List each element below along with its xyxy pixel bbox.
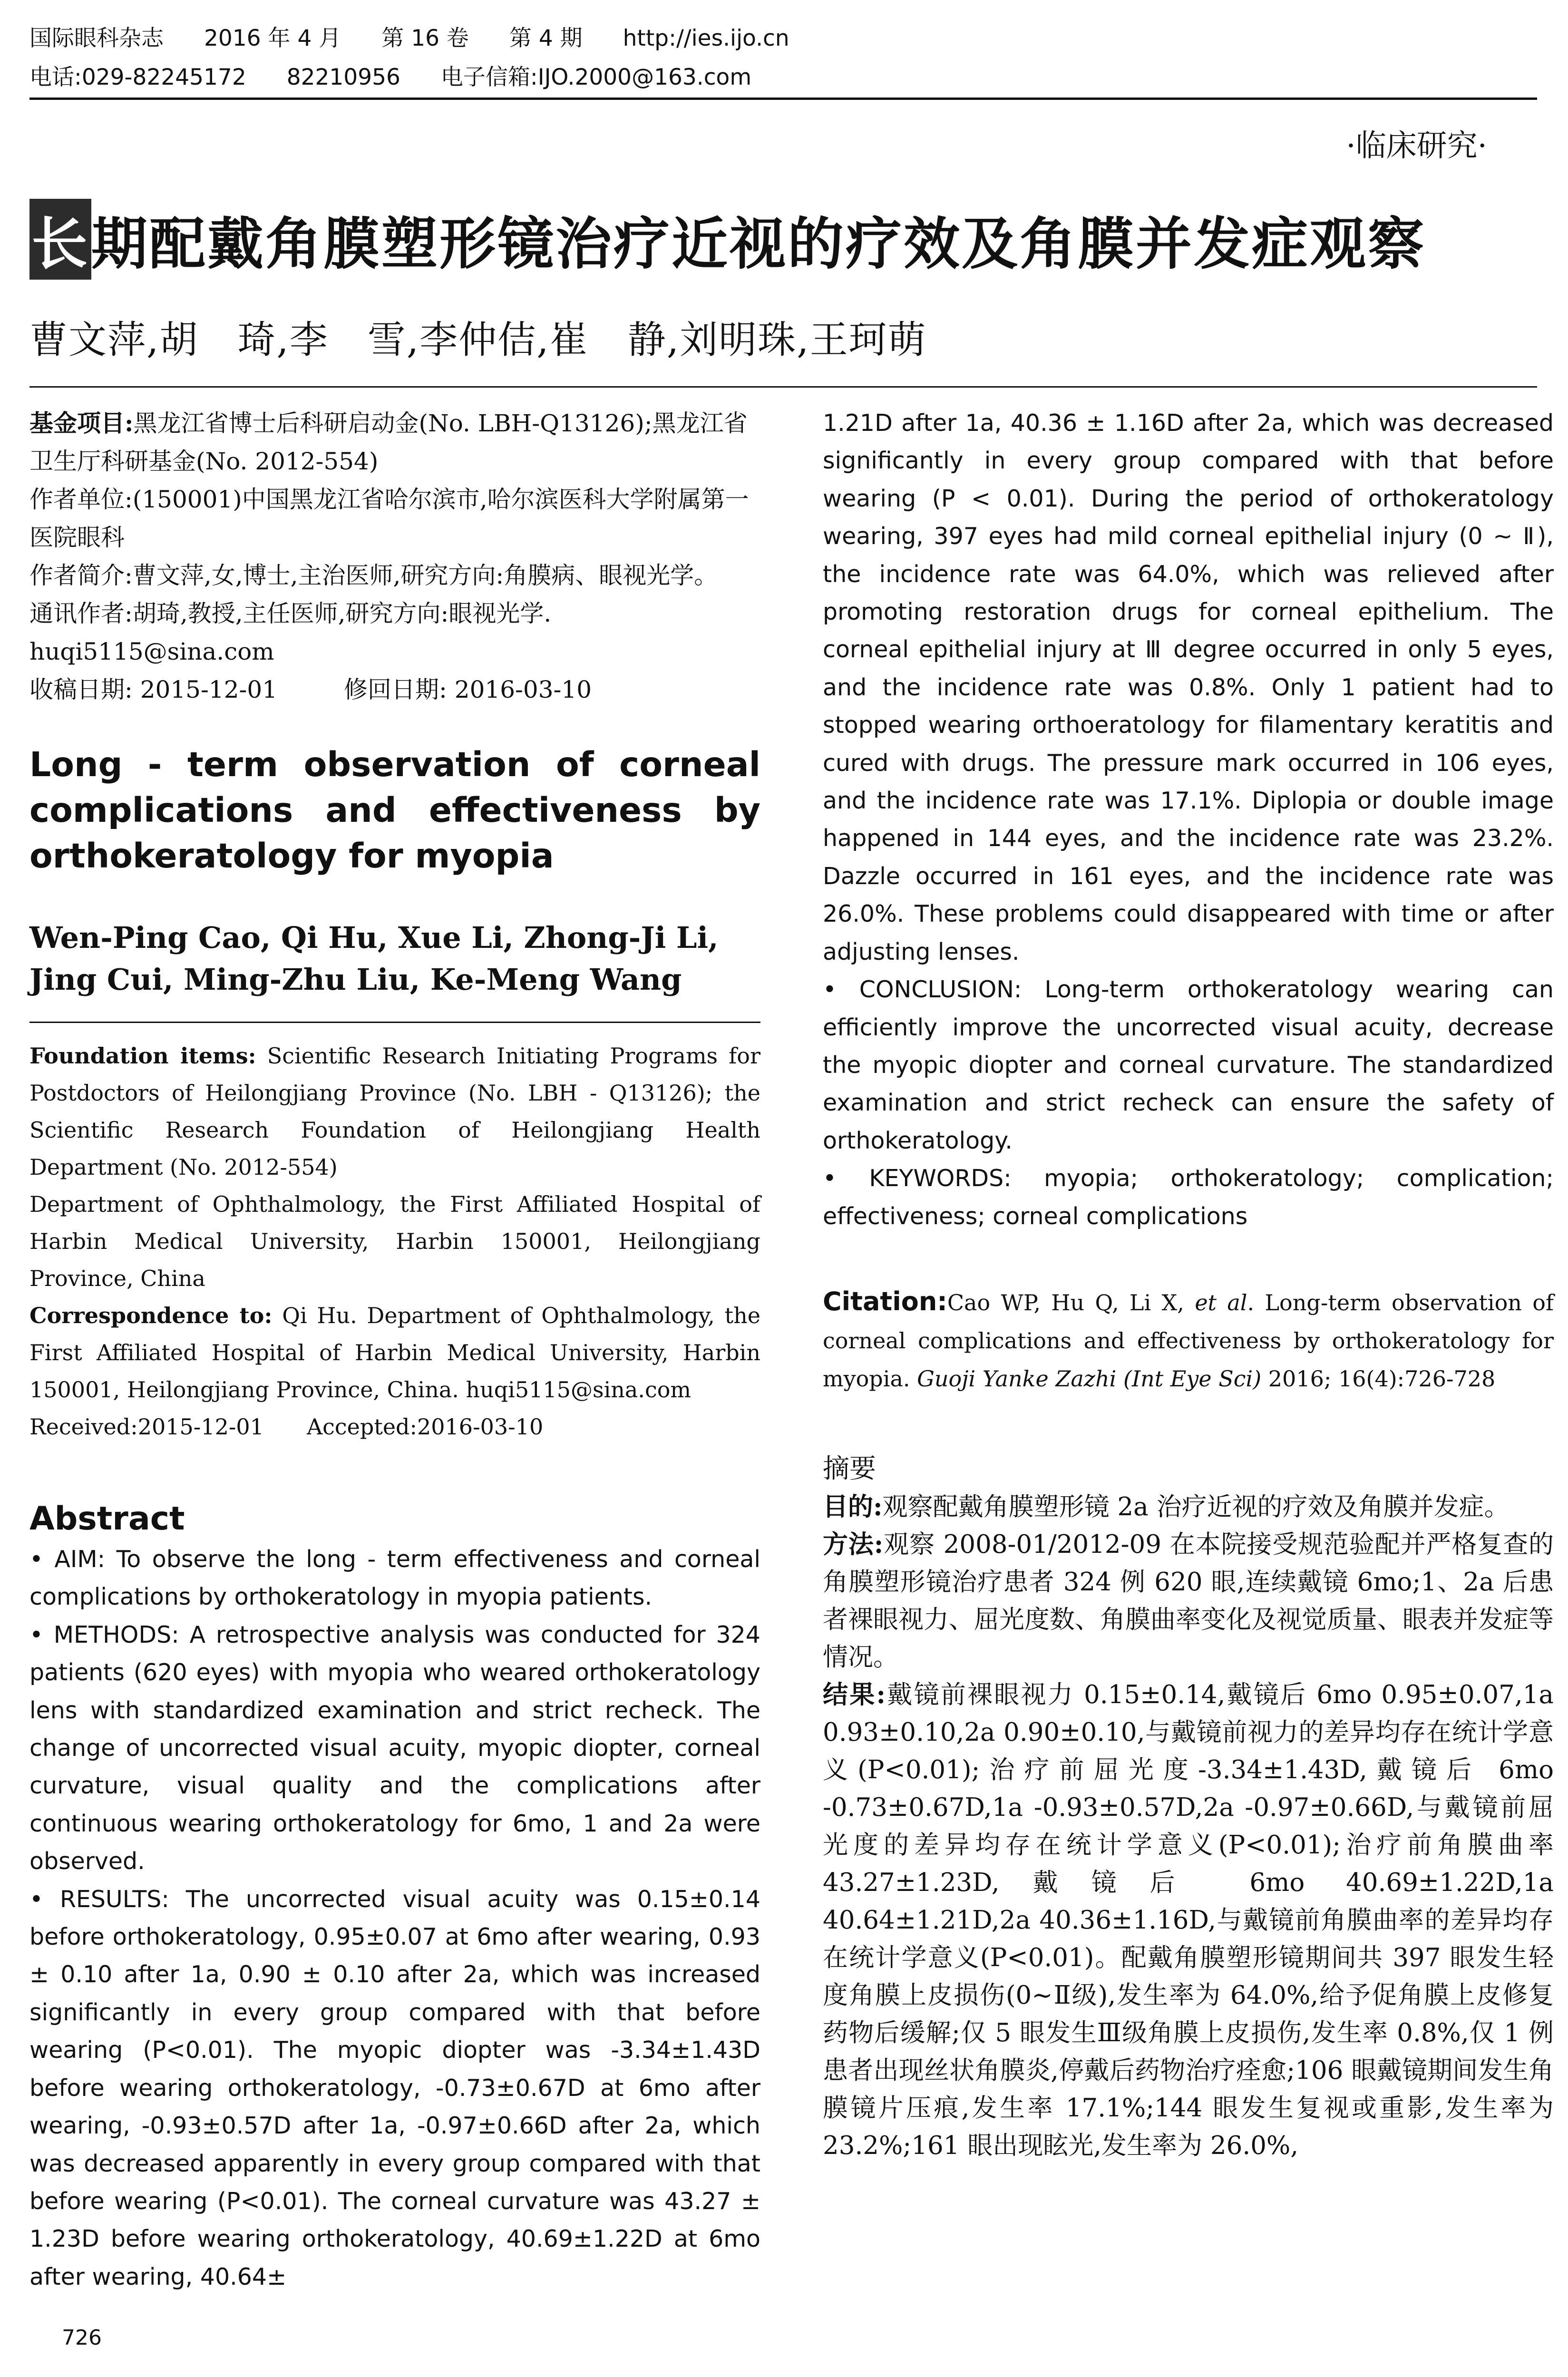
abstract-right bbox=[823, 404, 1554, 1235]
right-column bbox=[823, 404, 1554, 2164]
cn-corr-text: 胡琦,教授,主任医师,研究方向:眼视光学. huqi5115@sina.com bbox=[29, 600, 552, 665]
journal-name: 国际眼科杂志 bbox=[29, 25, 164, 51]
journal-phone: 电话:029-82245172 bbox=[29, 64, 246, 90]
cn-abstract-heading: 摘要 bbox=[823, 1453, 876, 1484]
journal-website[interactable]: http://ies.ijo.cn bbox=[623, 25, 789, 51]
journal-phone-2: 82210956 bbox=[286, 64, 400, 90]
cn-unit bbox=[29, 480, 760, 556]
citation-etal: et al bbox=[1195, 1289, 1247, 1315]
en-authors-divider bbox=[29, 1022, 760, 1023]
cn-abstract-results bbox=[823, 1676, 1554, 2164]
issue-number: 第 4 期 bbox=[509, 25, 583, 51]
cn-unit-label: 作者单位: bbox=[29, 486, 133, 513]
issue-date: 2016 年 4 月 bbox=[204, 25, 341, 51]
foundation-label: Foundation items: bbox=[29, 1043, 256, 1069]
cn-bio bbox=[29, 556, 760, 594]
cn-methods-label: 方法: bbox=[823, 1529, 884, 1559]
correspondence-text: Qi Hu. Department of Ophthalmology, the First Affiliated Hospital of Harbin Medical University, Harbin 150001, Heilongjiang Province, China. huqi5115@sina.com bbox=[29, 1303, 761, 1403]
correspondence-label: Correspondence to: bbox=[29, 1303, 273, 1328]
cn-methods-text: 观察 2008-01/2012-09 在本院接受规范验配并严格复查的角膜塑形镜治疗患者 324 例 620 眼,连续戴镜 6mo;1、2a 后患者裸眼视力、屈光度数、角膜曲率变化及视觉质量、眼表并发症等情况。 bbox=[823, 1529, 1554, 1672]
cn-unit-text: (150001)中国黑龙江省哈尔滨市,哈尔滨医科大学附属第一医院眼科 bbox=[29, 486, 749, 551]
header-divider bbox=[29, 97, 1537, 100]
cn-received: 收稿日期: 2015-12-01 bbox=[29, 676, 278, 703]
cn-revised: 修回日期: 2016-03-10 bbox=[344, 676, 592, 703]
cn-corr bbox=[29, 594, 760, 671]
cn-authors: 曹文萍,胡 琦,李 雪,李仲佶,崔 静,刘明珠,王珂萌 bbox=[29, 318, 927, 362]
journal-header-row-2 bbox=[29, 58, 1537, 97]
department: Department of Ophthalmology, the First Affiliated Hospital of Harbin Medical University, Harbin 150001, Heilongjiang Province, China bbox=[29, 1191, 760, 1291]
foundation-text: Scientific Research Initiating Programs for Postdoctors of Heilongjiang Province (No. LBH - Q13126); the Scientific Research Foundation of Heilongjiang Health Department (No. 2012-554) bbox=[29, 1043, 760, 1180]
cn-meta bbox=[29, 404, 760, 709]
foundation bbox=[29, 1037, 760, 1445]
abstract-results-part2: 1.21D after 1a, 40.36 ± 1.16D after 2a, which was decreased significantly in every group compared with that before wearing (P < 0.01). During the period of orthokeratology wearing, 397 eyes had mild corneal epithelial injury (0 ~ Ⅱ), the incidence rate was 64.0%, which was relieved after promoting restoration drugs for corneal epithelium. The corneal epithelial injury at Ⅲ degree occurred in only 5 eyes, and the incidence rate was 0.8%. Only 1 patient had to stopped wearing orthoeratology for filamentary keratitis and cured with drugs. The pressure mark occurred in 106 eyes, and the incidence rate was 17.1%. Diplopia or double image happened in 144 eyes, and the incidence rate was 23.2%. Dazzle occurred in 161 eyes, and the incidence rate was 26.0%. These problems could disappeared with time or after adjusting lenses. bbox=[823, 409, 1554, 965]
foundation-items bbox=[29, 1037, 760, 1186]
citation-ref: 2016; 16(4):726-728 bbox=[1268, 1365, 1496, 1392]
cn-corr-label: 通讯作者: bbox=[29, 600, 133, 627]
abstract-methods: • METHODS: A retrospective analysis was conducted for 324 patients (620 eyes) with myopia who weared orthokeratology lens with standardized examination and strict recheck. The change of uncorrected visual acuity, myopic diopter, corneal curvature, visual quality and the complications after continuous wearing orthokeratology for 6mo, 1 and 2a were observed. bbox=[29, 1621, 760, 1875]
en-received: Received:2015-12-01 bbox=[29, 1414, 264, 1440]
cn-dates bbox=[29, 671, 760, 709]
journal-header-row-1 bbox=[29, 19, 1537, 58]
cn-results-label: 结果: bbox=[823, 1679, 886, 1709]
citation-title: . Long-term observation of corneal complications and effectiveness by orthokeratology for myopia. bbox=[823, 1289, 1554, 1392]
page-number: 726 bbox=[62, 2326, 102, 2350]
abstract-aim: • AIM: To observe the long - term effectiveness and corneal complications by orthokeratology in myopia patients. bbox=[29, 1546, 760, 1611]
abstract-keywords: • KEYWORDS: myopia; orthokeratology; complication; effectiveness; corneal complications bbox=[823, 1165, 1554, 1230]
cn-abstract-aim bbox=[823, 1488, 1554, 1526]
abstract-conclusion: • CONCLUSION: Long-term orthokeratology wearing can efficiently improve the uncorrected visual acuity, decrease the myopic diopter and corneal curvature. The standardized examination and strict recheck can ensure the safety of orthokeratology. bbox=[823, 976, 1554, 1154]
en-title: Long - term observation of corneal complications and effectiveness by orthokeratology for myopia bbox=[29, 745, 760, 876]
cn-bio-label: 作者简介: bbox=[29, 562, 133, 589]
cn-title-rest: 期配戴角膜塑形镜治疗近视的疗效及角膜并发症观察 bbox=[91, 211, 1426, 277]
citation-authors: Cao WP, Hu Q, Li X, bbox=[947, 1289, 1184, 1315]
abstract-heading: Abstract bbox=[29, 1500, 185, 1538]
en-authors: Wen-Ping Cao, Qi Hu, Xue Li, Zhong-Ji Li, Jing Cui, Ming-Zhu Liu, Ke-Meng Wang bbox=[29, 920, 719, 997]
cn-results-text: 戴镜前裸眼视力 0.15±0.14,戴镜后 6mo 0.95±0.07,1a 0.93±0.10,2a 0.90±0.10,与戴镜前视力的差异均存在统计学意义(P<0.01);治疗前屈光度-3.34±1.43D,戴镜后 6mo -0.73±0.67D,1a -0.93±0.57D,2a -0.97±0.66D,与戴镜前屈光度的差异均存在统计学意义(P<0.01);治疗前角膜曲率 43.27±1.23D,戴镜后 6mo 40.69±1.22D,1a 40.64±1.21D,2a 40.36±1.16D,与戴镜前角膜曲率的差异均存在统计学意义(P<0.01)。配戴角膜塑形镜期间共 397 眼发生轻度角膜上皮损伤(0~Ⅱ级),发生率为 64.0%,给予促角膜上皮修复药物后缓解;仅 5 眼发生Ⅲ级角膜上皮损伤,发生率 0.8%,仅 1 例患者出现丝状角膜炎,停戴后药物治疗痊愈;106 眼戴镜期间发生角膜镜片压痕,发生率 17.1%;144 眼发生复视或重影,发生率为 23.2%;161 眼出现眩光,发生率为 26.0%, bbox=[823, 1680, 1554, 2160]
citation bbox=[823, 1283, 1554, 1398]
authors-divider bbox=[29, 386, 1537, 388]
cn-abstract-methods bbox=[823, 1526, 1554, 1676]
cn-fund-label: 基金项目: bbox=[29, 409, 134, 437]
cn-aim-label: 目的: bbox=[823, 1491, 883, 1521]
journal-header bbox=[29, 19, 1537, 97]
cn-title bbox=[29, 199, 1426, 280]
section-tag: ·临床研究· bbox=[1346, 128, 1487, 164]
journal-email[interactable]: 电子信箱:IJO.2000@163.com bbox=[440, 64, 752, 90]
cn-bio-text: 曹文萍,女,博士,主治医师,研究方向:角膜病、眼视光学。 bbox=[132, 562, 718, 589]
cn-fund-text: 黑龙江省博士后科研启动金(No. LBH-Q13126);黑龙江省卫生厅科研基金(No. 2012-554) bbox=[29, 409, 748, 475]
cn-abstract bbox=[823, 1488, 1554, 2164]
en-dates bbox=[29, 1408, 760, 1445]
cn-aim-text: 观察配戴角膜塑形镜 2a 治疗近视的疗效及角膜并发症。 bbox=[882, 1492, 1510, 1521]
abstract-results-part1: • RESULTS: The uncorrected visual acuity was 0.15±0.14 before orthokeratology, 0.95±0.07 at 6mo after wearing, 0.93 ± 0.10 after 1a, 0.90 ± 0.10 after 2a, which was increased significantly in every group compared with that before wearing (P<0.01). The myopic diopter was -3.34±1.43D before wearing orthokeratology, -0.73±0.67D at 6mo after wearing, -0.93±0.57D after 1a, -0.97±0.66D after 2a, which was decreased apparently in every group compared with that before wearing (P<0.01). The corneal curvature was 43.27 ± 1.23D before wearing orthokeratology, 40.69±1.22D at 6mo after wearing, 40.64± bbox=[29, 1885, 760, 2290]
left-column bbox=[29, 404, 760, 2296]
abstract-left bbox=[29, 1540, 760, 2296]
en-accepted: Accepted:2016-03-10 bbox=[306, 1414, 544, 1440]
cn-title-first-char: 长 bbox=[29, 199, 91, 280]
citation-label: Citation: bbox=[823, 1286, 947, 1316]
correspondence bbox=[29, 1297, 760, 1408]
cn-fund bbox=[29, 404, 760, 480]
volume: 第 16 卷 bbox=[381, 25, 469, 51]
citation-journal: Guoji Yanke Zazhi (Int Eye Sci) bbox=[917, 1365, 1262, 1392]
